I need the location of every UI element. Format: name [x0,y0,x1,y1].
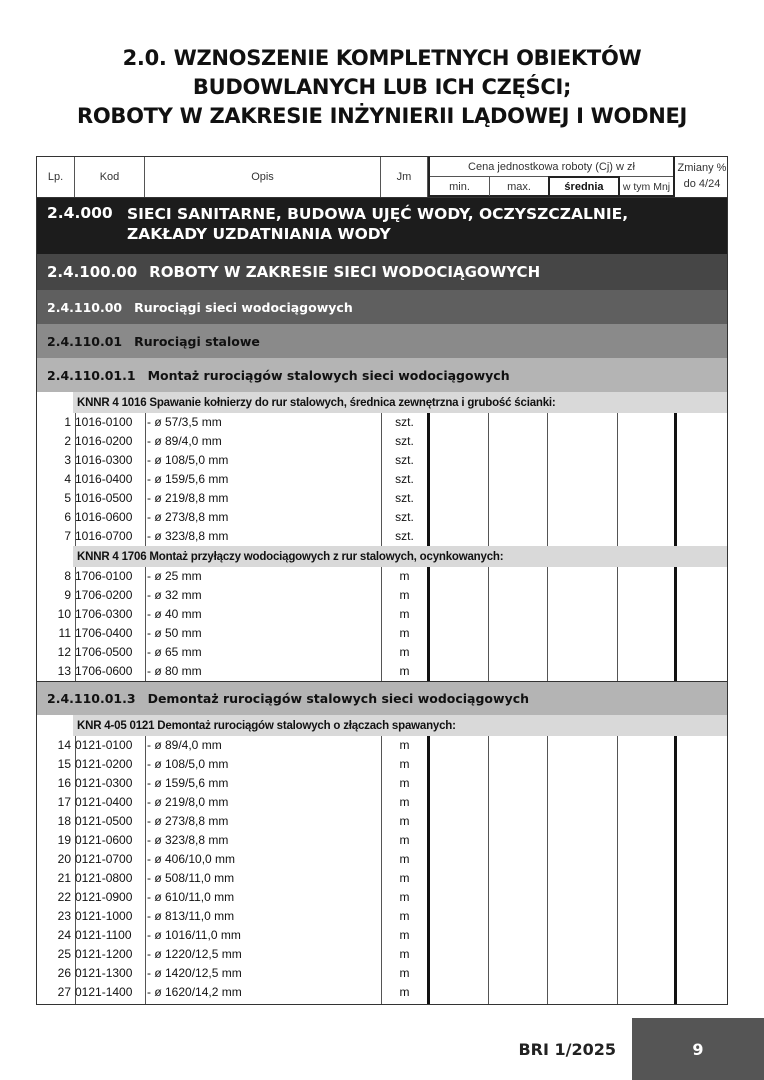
cell-jm: m [399,795,410,809]
cell-lp: 16 [57,776,71,790]
table-row [37,888,727,907]
section-2-4-110-00 [37,290,727,324]
cell-opis: - ø 323/8,8 mm [147,833,229,847]
cell-lp: 15 [57,757,71,771]
cell-jm: szt. [395,415,414,429]
cell-opis: - ø 406/10,0 mm [147,852,236,866]
section-title-line2: ZAKŁADY UZDATNIANIA WODY [127,225,391,243]
table-row [37,605,727,624]
table-row [37,508,727,527]
section-2-4-110-01 [37,324,727,358]
header-min: min. [430,177,490,196]
cell-opis: - ø 89/4,0 mm [147,738,222,752]
cell-jm: m [399,814,410,828]
cell-kod: 1706-0500 [75,645,133,659]
cell-lp: 3 [64,453,71,467]
header-max: max. [490,177,549,196]
header-srednia: średnia [548,176,620,197]
title-line-3: ROBOTY W ZAKRESIE INŻYNIERII LĄDOWEJ I WODNEJ [76,104,688,128]
cell-jm: m [399,833,410,847]
cell-opis: - ø 1220/12,5 mm [147,947,242,961]
table-row [37,586,727,605]
cell-opis: - ø 219/8,0 mm [147,795,229,809]
cell-opis: - ø 25 mm [147,569,202,583]
page-number: 9 [632,1018,764,1080]
section-2-4-110-01-1 [37,358,727,392]
table-row [37,812,727,831]
cell-kod: 1016-0200 [75,434,133,448]
title-line-2: BUDOWLANYCH LUB ICH CZĘŚCI; [192,75,572,99]
header-kod: Kod [75,157,145,197]
cell-jm: m [399,645,410,659]
cell-jm: m [399,738,410,752]
table-row [37,662,727,681]
cell-jm: m [399,909,410,923]
cell-kod: 0121-1000 [75,909,133,923]
cell-opis: - ø 219/8,8 mm [147,491,229,505]
cell-kod: 0121-0500 [75,814,133,828]
cell-kod: 0121-1200 [75,947,133,961]
cell-opis: - ø 273/8,8 mm [147,814,229,828]
header-lp: Lp. [37,157,75,197]
cell-jm: szt. [395,510,414,524]
section-title: Montaż rurociągów stalowych sieci wodociągowych [147,367,510,383]
section-code: 2.4.100.00 [47,263,138,281]
cell-kod: 1706-0600 [75,664,133,678]
section-code: 2.4.000 [47,204,113,222]
cell-opis: - ø 813/11,0 mm [147,909,235,923]
cell-opis: - ø 80 mm [147,664,202,678]
cell-kod: 1706-0100 [75,569,133,583]
table-row [37,869,727,888]
table-row [37,755,727,774]
cell-opis: - ø 273/8,8 mm [147,510,229,524]
cell-kod: 0121-1100 [75,928,132,942]
cell-kod: 1016-0100 [75,415,133,429]
table-row [37,643,727,662]
section-title: Rurociągi sieci wodociągowych [134,299,353,315]
group-header: KNNR 4 1016 Spawanie kołnierzy do rur stalowych, średnica zewnętrzna i grubość ścianki: [73,392,727,413]
table-row [37,850,727,869]
cell-lp: 11 [58,626,71,640]
cell-opis: - ø 159/5,6 mm [147,472,229,486]
cell-kod: 0121-0400 [75,795,133,809]
table-row [37,831,727,850]
table-row [37,624,727,643]
table-row [37,926,727,945]
table-row [37,451,727,470]
cell-jm: m [399,664,410,678]
section-2-4-110-01-3 [37,681,727,715]
table-row [37,964,727,983]
cell-lp: 21 [57,871,71,885]
section-2-4-000 [37,198,727,254]
cell-jm: m [399,966,410,980]
cell-jm: m [399,569,410,583]
cell-lp: 1 [64,415,71,429]
cell-opis: - ø 50 mm [147,626,202,640]
cell-lp: 12 [57,645,71,659]
cell-kod: 0121-1400 [75,985,133,999]
cell-kod: 1016-0400 [75,472,133,486]
cell-jm: szt. [395,472,414,486]
cell-lp: 20 [57,852,71,866]
section-code: 2.4.110.01.1 [47,367,136,383]
table-row [37,945,727,964]
cell-lp: 25 [57,947,71,961]
cell-jm: m [399,890,410,904]
cell-opis: - ø 108/5,0 mm [147,453,229,467]
cell-lp: 2 [64,434,71,448]
cell-kod: 1016-0700 [75,529,133,543]
cell-lp: 23 [57,909,71,923]
cell-opis: - ø 40 mm [147,607,202,621]
cell-lp: 5 [64,491,71,505]
cell-lp: 17 [57,795,71,809]
cell-kod: 0121-0100 [75,738,133,752]
cell-opis: - ø 32 mm [147,588,202,602]
cell-lp: 14 [57,738,71,752]
cell-opis: - ø 108/5,0 mm [147,757,229,771]
cell-jm: szt. [395,529,414,543]
cell-kod: 1706-0300 [75,607,133,621]
cell-opis: - ø 1620/14,2 mm [147,985,242,999]
cell-opis: - ø 1016/11,0 mm [147,928,241,942]
cell-jm: szt. [395,453,414,467]
cell-lp: 26 [57,966,71,980]
cell-kod: 0121-0800 [75,871,133,885]
cell-jm: m [399,928,410,942]
section-title [127,204,628,244]
cell-lp: 24 [57,928,71,942]
cell-lp: 22 [57,890,71,904]
page-title [0,44,764,131]
publication-label: BRI 1/2025 [518,1039,616,1059]
header-zmiany [676,157,728,197]
cell-jm: m [399,626,410,640]
group-header: KNR 4-05 0121 Demontaż rurociągów stalowych o złączach spawanych: [73,715,727,736]
cell-lp: 6 [64,510,71,524]
section-code: 2.4.110.01 [47,333,123,349]
cell-opis: - ø 57/3,5 mm [147,415,222,429]
cell-kod: 1016-0500 [75,491,133,505]
table-row [37,470,727,489]
cell-lp: 18 [57,814,71,828]
price-table [36,156,728,1005]
cell-lp: 4 [64,472,71,486]
cell-opis: - ø 65 mm [147,645,202,659]
cell-jm: m [399,607,410,621]
title-line-1: 2.0. WZNOSZENIE KOMPLETNYCH OBIEKTÓW [122,46,642,70]
cell-jm: szt. [395,491,414,505]
section-code: 2.4.110.00 [47,299,123,315]
table-row [37,983,727,1004]
cell-opis: - ø 508/11,0 mm [147,871,235,885]
section-title: ROBOTY W ZAKRESIE SIECI WODOCIĄGOWYCH [149,263,541,281]
cell-kod: 0121-0900 [75,890,133,904]
table-header [37,157,727,198]
cell-kod: 1706-0400 [75,626,133,640]
header-zmiany-line2: do 4/24 [683,178,721,190]
cell-opis: - ø 1420/12,5 mm [147,966,242,980]
cell-jm: m [399,871,410,885]
table-row [37,736,727,755]
cell-kod: 1706-0200 [75,588,133,602]
cell-opis: - ø 610/11,0 mm [147,890,235,904]
cell-kod: 0121-0600 [75,833,133,847]
cell-lp: 13 [57,664,71,678]
cell-kod: 0121-0300 [75,776,133,790]
cell-opis: - ø 323/8,8 mm [147,529,229,543]
header-price-group [428,157,675,197]
cell-jm: m [399,757,410,771]
rows-block-montaz [37,392,727,681]
cell-lp: 9 [64,588,71,602]
cell-kod: 0121-0700 [75,852,133,866]
cell-jm: m [399,852,410,866]
cell-jm: szt. [395,434,414,448]
rows-block-demontaz [37,715,727,1004]
table-row [37,413,727,432]
table-row [37,527,727,546]
cell-jm: m [399,776,410,790]
section-title: Demontaż rurociągów stalowych sieci wodociągowych [147,691,530,706]
cell-lp: 7 [64,529,71,543]
cell-kod: 0121-0200 [75,757,133,771]
cell-lp: 19 [57,833,71,847]
table-row [37,774,727,793]
cell-jm: m [399,985,410,999]
cell-lp: 10 [57,607,71,621]
group-header: KNNR 4 1706 Montaż przyłączy wodociągowych z rur stalowych, ocynkowanych: [73,546,727,567]
cell-kod: 1016-0300 [75,453,133,467]
section-title: Rurociągi stalowe [134,333,260,349]
section-2-4-100-00 [37,254,727,290]
header-opis: Opis [145,157,381,197]
cell-lp: 8 [64,569,71,583]
section-code: 2.4.110.01.3 [47,691,136,706]
table-row [37,567,727,586]
table-row [37,907,727,926]
table-row [37,793,727,812]
cell-opis: - ø 159/5,6 mm [147,776,229,790]
header-jm: Jm [381,157,428,197]
cell-kod: 1016-0600 [75,510,133,524]
header-mnj: w tym Mnj [622,180,671,193]
cell-jm: m [399,947,410,961]
header-price-title: Cena jednostkowa roboty (Cj) w zł [430,157,673,177]
cell-opis: - ø 89/4,0 mm [147,434,222,448]
section-title-line1: SIECI SANITARNE, BUDOWA UJĘĆ WODY, OCZYSZCZALNIE, [127,205,629,223]
cell-kod: 0121-1300 [75,966,133,980]
table-row [37,432,727,451]
cell-jm: m [399,588,410,602]
table-row [37,489,727,508]
cell-lp: 27 [57,985,71,999]
header-zmiany-line1: Zmiany % [677,162,727,174]
